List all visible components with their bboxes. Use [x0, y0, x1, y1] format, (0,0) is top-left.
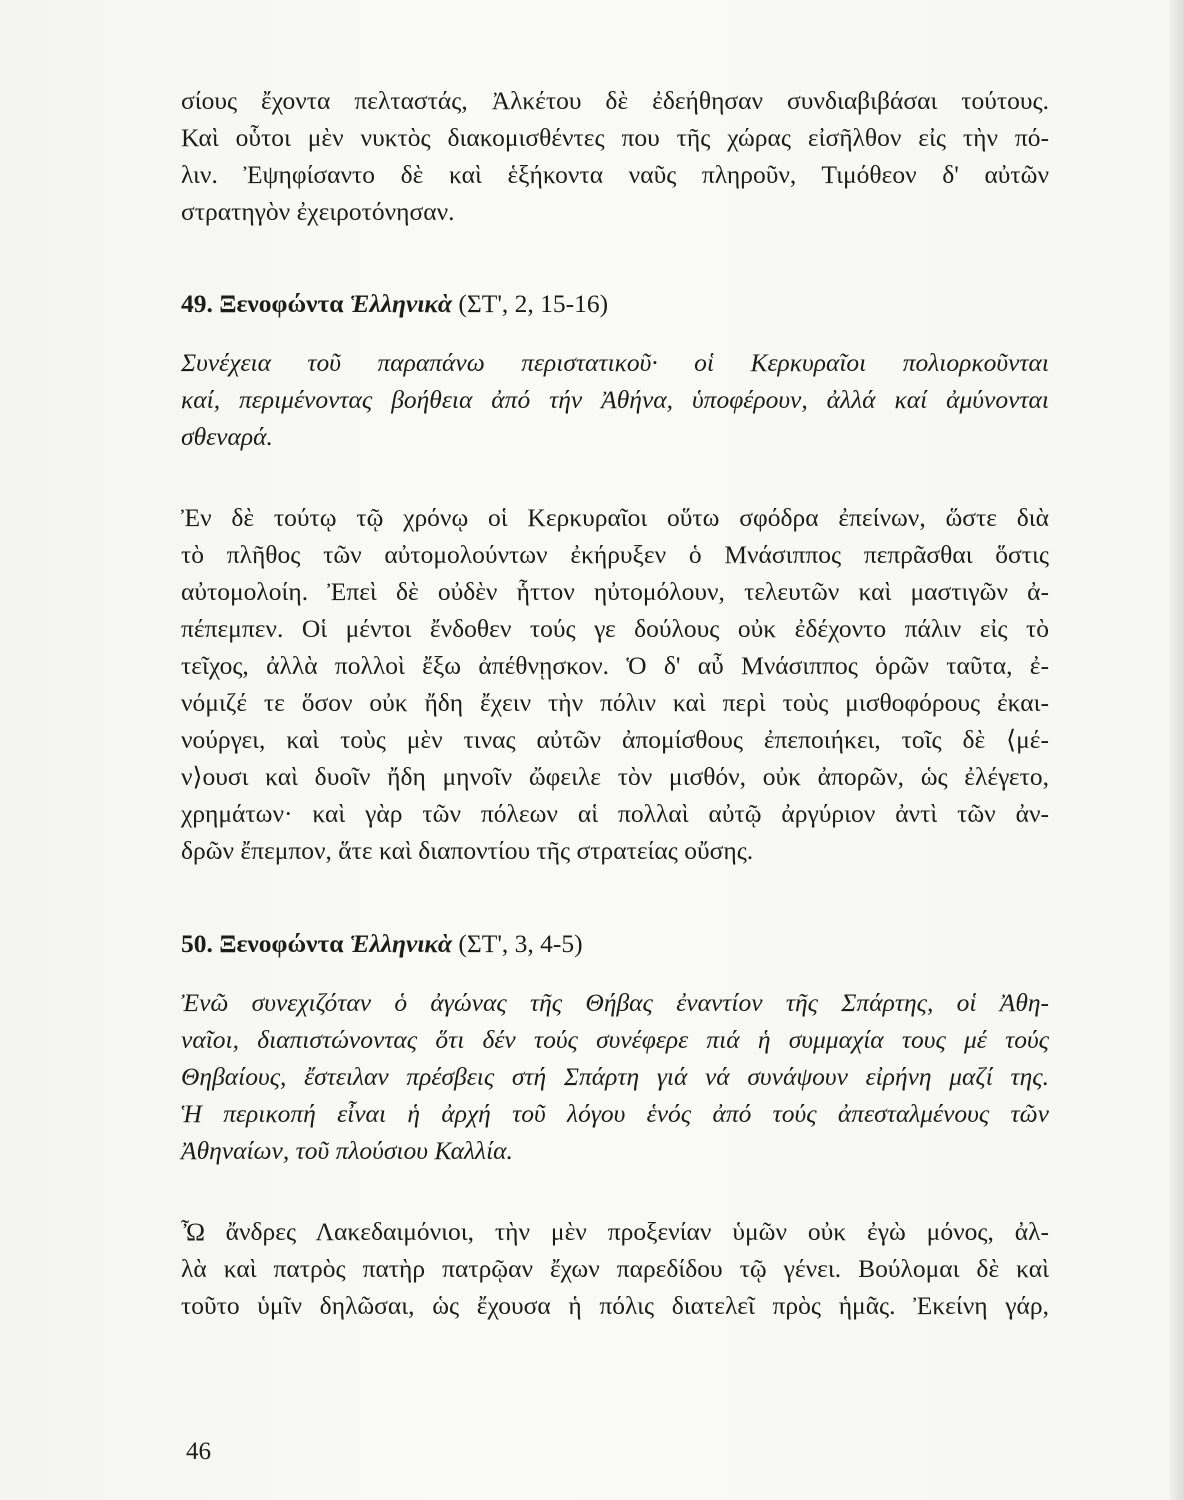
section-text [181, 499, 1049, 869]
text-line: λιν. Ἐψηφίσαντο δὲ καὶ ἑξήκοντα ναῦς πληροῦν, Τιμόθεον δ' αὐτῶν [181, 160, 1049, 189]
section-reference: (ΣΤ', 3, 4-5) [458, 929, 583, 958]
section-number: 49. [181, 289, 213, 318]
text-line: τὸ πλῆθος τῶν αὐτομολούντων ἐκήρυξεν ὁ Μνάσιππος πεπρᾶσθαι ὅστις [181, 540, 1049, 569]
section-work-title: Ἑλληνικὰ [349, 929, 453, 958]
summary-line: Θηβαίους, ἔστειλαν πρέσβεις στή Σπάρτη γιά νά συνάψουν εἰρήνη μαζί της. [181, 1062, 1049, 1091]
text-line: νούργει, καὶ τοὺς μὲν τινας αὐτῶν ἀπομίσθους ἐπεποιήκει, τοῖς δὲ ⟨μέ- [181, 725, 1049, 754]
section-author: Ξενοφώντα [219, 289, 344, 318]
summary-line: Ἐνῶ συνεχιζόταν ὁ ἀγώνας τῆς Θήβας ἐναντίον τῆς Σπάρτης, οἱ Ἀθη- [181, 988, 1049, 1017]
text-line: αὐτομολοίη. Ἐπεὶ δὲ οὐδὲν ἧττον ηὐτομόλουν, τελευτῶν καὶ μαστιγῶν ἀ- [181, 577, 1049, 606]
text-line: πέπεμπεν. Οἱ μέντοι ἔνδοθεν τούς γε δούλους οὐκ ἐδέχοντο πάλιν εἰς τὸ [181, 614, 1049, 643]
text-line: Καὶ οὗτοι μὲν νυκτὸς διακομισθέντες που τῆς χώρας εἰσῆλθον εἰς τὴν πό- [181, 123, 1049, 152]
section-49 [181, 285, 1049, 869]
text-line: τεῖχος, ἀλλὰ πολλοὶ ἔξω ἀπέθνῃσκον. Ὁ δ' αὖ Μνάσιππος ὁρῶν ταῦτα, ἐ- [181, 651, 1049, 680]
text-line: Ἐν δὲ τούτῳ τῷ χρόνῳ οἱ Κερκυραῖοι οὕτω σφόδρα ἐπείνων, ὥστε διὰ [181, 503, 1049, 532]
text-line: τοῦτο ὑμῖν δηλῶσαι, ὡς ἔχουσα ἡ πόλις διατελεῖ πρὸς ἡμᾶς. Ἐκείνη γάρ, [181, 1291, 1049, 1320]
section-number: 50. [181, 929, 213, 958]
page-content [181, 82, 1049, 1324]
text-line: δρῶν ἔπεμπον, ἅτε καὶ διαποντίου τῆς στρατείας οὔσης. [181, 836, 754, 865]
section-author: Ξενοφώντα [219, 929, 344, 958]
summary-line: καί, περιμένοντας βοήθεια ἀπό τήν Ἀθήνα, ὑποφέρουν, ἀλλά καί ἀμύνονται [181, 385, 1049, 414]
text-line: Ὦ ἄνδρες Λακεδαιμόνιοι, τὴν μὲν προξενίαν ὑμῶν οὐκ ἐγὼ μόνος, ἀλ- [181, 1217, 1049, 1246]
page-number: 46 [186, 1438, 211, 1465]
text-line: λὰ καὶ πατρὸς πατὴρ πατρῷαν ἔχων παρεδίδου τῷ γένει. Βούλομαι δὲ καὶ [181, 1254, 1049, 1283]
summary-line: Συνέχεια τοῦ παραπάνω περιστατικοῦ· οἱ Κερκυραῖοι πολιορκοῦνται [181, 348, 1049, 377]
summary-line: Ἡ περικοπή εἶναι ἡ ἀρχή τοῦ λόγου ἑνός ἀπό τούς ἀπεσταλμένους τῶν [181, 1099, 1049, 1128]
section-heading [181, 285, 1049, 322]
text-line: νόμιζέ τε ὅσον οὐκ ἤδη ἔχειν τὴν πόλιν καὶ περὶ τοὺς μισθοφόρους ἐκαι- [181, 688, 1049, 717]
section-heading [181, 925, 1049, 962]
section-50 [181, 925, 1049, 1324]
summary-line: ναῖοι, διαπιστώνοντας ὅτι δέν τούς συνέφερε πιά ἡ συμμαχία τους μέ τούς [181, 1025, 1049, 1054]
summary-line: Ἀθηναίων, τοῦ πλούσιου Καλλία. [181, 1136, 513, 1165]
text-line: σίους ἔχοντα πελταστάς, Ἀλκέτου δὲ ἐδεήθησαν συνδιαβιβάσαι τούτους. [181, 86, 1049, 115]
section-text [181, 1213, 1049, 1324]
page-edge-shadow [1170, 0, 1184, 1500]
text-line: χρημάτων· καὶ γὰρ τῶν πόλεων αἱ πολλαὶ αὐτῷ ἀργύριον ἀντὶ τῶν ἀν- [181, 799, 1049, 828]
text-line: ν⟩ουσι καὶ δυοῖν ἤδη μηνοῖν ὤφειλε τὸν μισθόν, οὐκ ἀπορῶν, ὡς ἐλέγετο, [181, 762, 1049, 791]
section-reference: (ΣΤ', 2, 15-16) [458, 289, 609, 318]
intro-paragraph [181, 82, 1049, 230]
text-line: στρατηγὸν ἐχειροτόνησαν. [181, 197, 455, 226]
section-work-title: Ἑλληνικὰ [349, 289, 453, 318]
summary-line: σθεναρά. [181, 422, 273, 451]
section-summary [181, 344, 1049, 455]
section-summary [181, 984, 1049, 1169]
